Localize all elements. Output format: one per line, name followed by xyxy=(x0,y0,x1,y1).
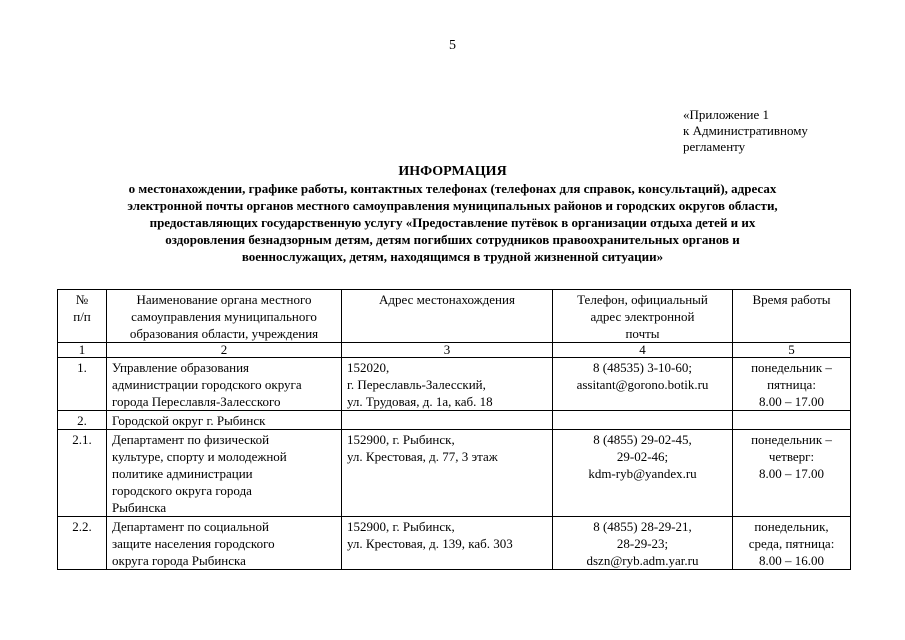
appendix-line: регламенту xyxy=(683,139,746,154)
row-num: 2.1. xyxy=(58,430,107,517)
column-number: 1 xyxy=(58,343,107,358)
row-phone: 8 (4855) 29-02-45, 29-02-46; kdm-ryb@yandex.ru xyxy=(553,430,733,517)
header-phone: Телефон, официальный адрес электронной почты xyxy=(553,290,733,343)
row-phone xyxy=(553,411,733,430)
header-num: № п/п xyxy=(58,290,107,343)
row-address: 152900, г. Рыбинск, ул. Крестовая, д. 77, 3 этаж xyxy=(342,430,553,517)
row-name: Городской округ г. Рыбинск xyxy=(107,411,342,430)
table-row xyxy=(58,411,851,430)
column-number: 5 xyxy=(733,343,851,358)
table-header-row xyxy=(58,290,851,343)
row-phone: 8 (4855) 28-29-21, 28-29-23; dszn@ryb.adm.yar.ru xyxy=(553,517,733,570)
row-name: Департамент по социальной защите населения городского округа города Рыбинска xyxy=(107,517,342,570)
row-phone: 8 (48535) 3-10-60; assitant@gorono.botik.ru xyxy=(553,358,733,411)
row-num: 1. xyxy=(58,358,107,411)
row-name: Департамент по физической культуре, спорту и молодежной политике администрации городского округа города Рыбинска xyxy=(107,430,342,517)
row-hours: понедельник – пятница: 8.00 – 17.00 xyxy=(733,358,851,411)
appendix-line: к Административному xyxy=(683,123,808,138)
info-table xyxy=(57,289,851,570)
row-hours: понедельник, среда, пятница: 8.00 – 16.00 xyxy=(733,517,851,570)
row-hours xyxy=(733,411,851,430)
row-num: 2. xyxy=(58,411,107,430)
heading-line: электронной почты органов местного самоуправления муниципальных районов и городских округов области, xyxy=(127,198,778,213)
heading-line: о местонахождении, графике работы, контактных телефонах (телефонах для справок, консультаций), адресах xyxy=(128,181,777,196)
appendix-note xyxy=(683,107,808,155)
heading-line: оздоровления безнадзорным детям, детям погибших сотрудников правоохранительных органов и xyxy=(165,232,740,247)
heading-line: предоставляющих государственную услугу «Предоставление путёвок в организации отдыха детей и их xyxy=(149,215,756,230)
document-title: ИНФОРМАЦИЯ xyxy=(398,164,507,179)
row-hours: понедельник – четверг: 8.00 – 17.00 xyxy=(733,430,851,517)
column-number: 3 xyxy=(342,343,553,358)
column-number: 4 xyxy=(553,343,733,358)
row-num: 2.2. xyxy=(58,517,107,570)
page-number: 5 xyxy=(449,38,456,53)
row-name: Управление образования администрации городского округа города Переславля-Залесского xyxy=(107,358,342,411)
table-row xyxy=(58,430,851,517)
row-address: 152900, г. Рыбинск, ул. Крестовая, д. 139, каб. 303 xyxy=(342,517,553,570)
column-number: 2 xyxy=(107,343,342,358)
table-row xyxy=(58,358,851,411)
row-address: 152020, г. Переславль-Залесский, ул. Трудовая, д. 1а, каб. 18 xyxy=(342,358,553,411)
header-address: Адрес местонахождения xyxy=(342,290,553,343)
heading-line: военнослужащих, детям, находящимся в трудной жизненной ситуации» xyxy=(241,249,664,264)
appendix-line: «Приложение 1 xyxy=(683,107,770,122)
header-hours: Время работы xyxy=(733,290,851,343)
document-heading xyxy=(60,163,845,265)
column-number-row xyxy=(58,343,851,358)
row-address xyxy=(342,411,553,430)
header-name: Наименование органа местного самоуправления муниципального образования области, учреждения xyxy=(107,290,342,343)
table-row xyxy=(58,517,851,570)
